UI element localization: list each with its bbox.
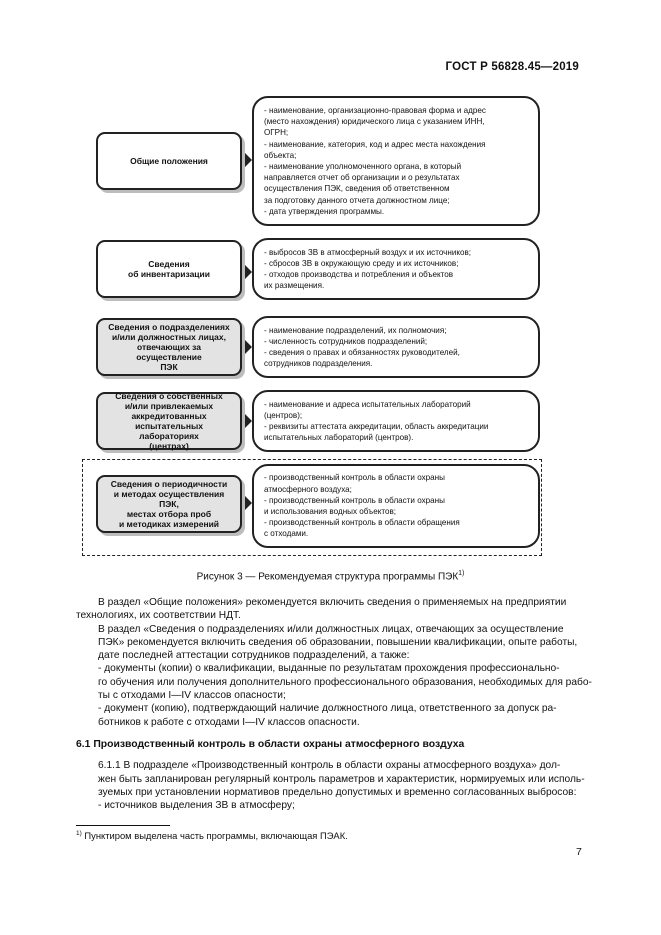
paragraph-responsible-person: [76, 702, 580, 729]
detail-line: - наименование и адреса испытательных лабораторий: [264, 399, 471, 409]
detail-line: - производственный контроль в области охраны: [264, 473, 445, 483]
detail-line: - сбросов ЗВ в окружающую среду и их источников;: [264, 258, 459, 268]
detail-line: - производственный контроль в области обращения: [264, 518, 460, 528]
paragraph-departments: [76, 623, 580, 663]
section-title: 6.1 Производственный контроль в области охраны атмосферного воздуха: [76, 738, 465, 750]
block-general-provisions: Общие положения: [96, 132, 242, 190]
text-line: ты с отходами I—IV классов опасности;: [98, 690, 286, 702]
page-number: 7: [576, 846, 582, 858]
detail-line: осуществления ПЭК, сведения об ответственном: [264, 184, 450, 194]
block-general-provisions-details: [252, 96, 540, 226]
block-inventory-details: [252, 238, 540, 300]
text-line: зуемых при установлении нормативов предельно допустимых и временно согласованных выбросов:: [98, 786, 577, 798]
block-laboratories-details: [252, 390, 540, 452]
text-line: дате последней аттестации сотрудников подразделений, а также:: [98, 650, 410, 662]
detail-line: - наименование, категория, код и адрес места нахождения: [264, 139, 486, 149]
detail-line: направляется отчет об организации и о результатах: [264, 173, 460, 183]
footnote-text: Пунктиром выделена часть программы, включающая ПЭАК.: [84, 830, 348, 842]
detail-line: - выбросов ЗВ в атмосферный воздух и их источников;: [264, 247, 472, 257]
footnote: [76, 830, 348, 841]
text-line: ботников к работе с отходами I—IV классов опасности.: [98, 716, 360, 728]
detail-line: - наименование, организационно-правовая форма и адрес: [264, 105, 486, 115]
text-line: ПЭК» рекомендуется включить сведения об образовании, повышении квалификации, опыте работы,: [98, 636, 578, 648]
detail-line: - производственный контроль в области охраны: [264, 495, 445, 505]
paragraph-emission-sources: [76, 799, 580, 812]
detail-line: испытательных лабораторий (центров).: [264, 433, 414, 443]
text-line: - документ (копию), подтверждающий наличие должностного лица, ответственного за допуск ра-: [98, 703, 557, 715]
block-departments-details: [252, 316, 540, 378]
detail-line: с отходами.: [264, 529, 309, 539]
detail-line: атмосферного воздуха;: [264, 484, 352, 494]
text-line: В раздел «Сведения о подразделениях и/или должностных лицах, отвечающих за осуществление: [98, 623, 564, 635]
document-code: ГОСТ Р 56828.45—2019: [445, 61, 579, 73]
detail-line: - дата утверждения программы.: [264, 206, 385, 216]
text-line: го обучения или получения дополнительного профессионального образования, необходимых для рабо-: [98, 676, 592, 688]
caption-footnote-ref: 1): [458, 570, 465, 577]
footnote-divider: [76, 825, 170, 826]
detail-line: - численность сотрудников подразделений;: [264, 336, 428, 346]
figure-caption: [0, 570, 661, 582]
paragraph-atmosphere-control: [76, 759, 585, 799]
detail-line: их размещения.: [264, 281, 325, 291]
body-text: [76, 596, 592, 812]
block-laboratories: Сведения о собственных и/или привлекаемых аккредитованных испытательных лабораториях (центрах): [96, 392, 242, 450]
arrow-icon: [242, 493, 252, 513]
paragraph-general: [76, 596, 580, 623]
detail-line: сотрудников подразделения.: [264, 359, 373, 369]
caption-text: Рисунок 3 — Рекомендуемая структура программы ПЭК: [196, 571, 459, 583]
arrow-icon: [242, 262, 252, 282]
detail-line: объекта;: [264, 150, 297, 160]
block-periodicity-methods-details: [252, 464, 540, 548]
detail-line: - наименование подразделений, их полномочия;: [264, 325, 447, 335]
arrow-icon: [242, 150, 252, 170]
detail-line: - реквизиты аттестата аккредитации, область аккредитации: [264, 422, 489, 431]
detail-line: (центров);: [264, 410, 303, 420]
detail-line: и использования водных объектов;: [264, 507, 397, 516]
text-line: технологиях, их соответствии НДТ.: [76, 610, 241, 622]
detail-line: - сведения о правах и обязанностях руководителей,: [264, 348, 460, 357]
text-line: - источников выделения ЗВ в атмосферу;: [98, 800, 295, 812]
block-departments: Сведения о подразделениях и/или должностных лицах, отвечающих за осуществление ПЭК: [96, 318, 242, 376]
arrow-icon: [242, 337, 252, 357]
block-inventory: Сведения об инвентаризации: [96, 240, 242, 298]
detail-line: - отходов производства и потребления и объектов: [264, 270, 454, 279]
detail-line: - наименование уполномоченного органа, в который: [264, 162, 462, 171]
detail-line: ОГРН;: [264, 128, 289, 138]
block-periodicity-methods: Сведения о периодичности и методах осуществления ПЭК, местах отбора проб и методиках измерений: [96, 475, 242, 533]
text-line: 6.1.1 В подразделе «Производственный контроль в области охраны атмосферного воздуха» дол-: [98, 760, 561, 772]
footnote-marker: 1): [76, 830, 82, 837]
arrow-icon: [242, 411, 252, 431]
text-line: жен быть запланирован регулярный контроль параметров и характеристик, нормируемых или исполь-: [98, 773, 585, 785]
paragraph-qualification-docs: [76, 662, 592, 702]
detail-line: (место нахождения) юридического лица с указанием ИНН,: [264, 117, 485, 127]
detail-line: за подготовку данного отчета должностном лице;: [264, 195, 450, 205]
text-line: В раздел «Общие положения» рекомендуется включить сведения о применяемых на предприятии: [98, 597, 567, 608]
text-line: - документы (копии) о квалификации, выданные по результатам прохождения профессионально-: [98, 663, 560, 675]
